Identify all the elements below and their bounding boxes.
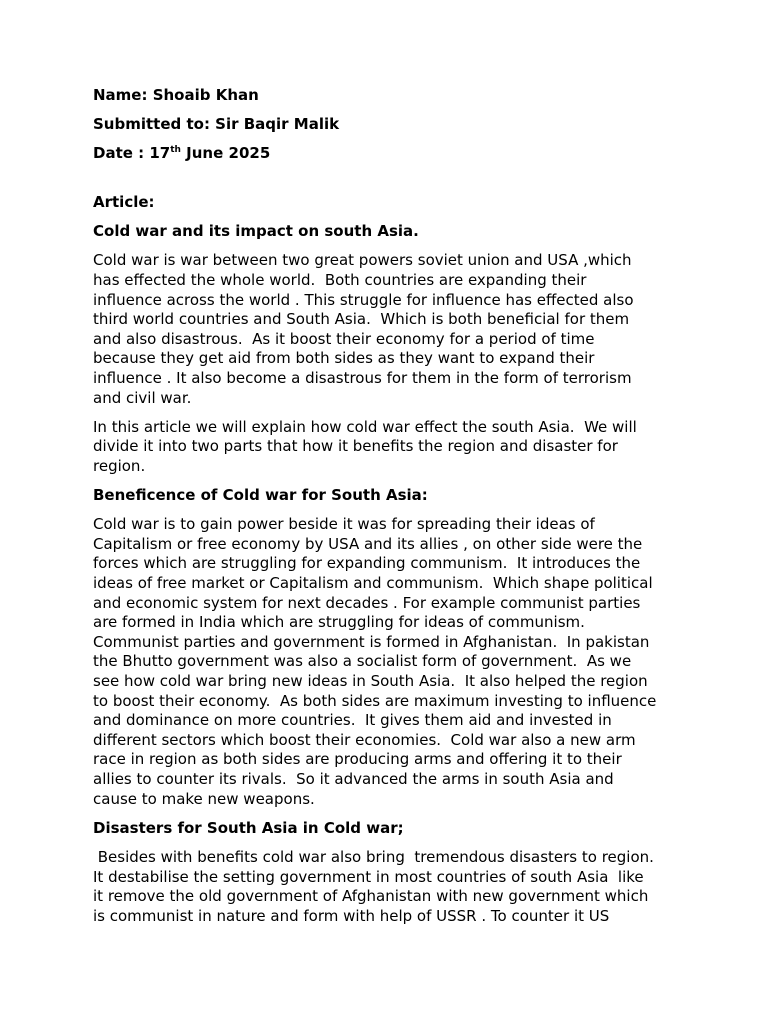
date-ordinal-suffix: th xyxy=(170,145,181,156)
text-line: is communist in nature and form with help of USSR . To counter it US xyxy=(93,906,610,925)
disasters-heading: Disasters for South Asia in Cold war; xyxy=(93,818,404,837)
text-line: race in region as both sides are producing arms and offering it to their xyxy=(93,750,622,769)
text-line: influence across the world . This struggle for influence has effected also xyxy=(93,290,634,309)
text-line: In this article we will explain how cold war effect the south Asia. We will xyxy=(93,417,637,436)
author-name-line: Name: Shoaib Khan xyxy=(93,86,259,104)
text-line: divide it into two parts that how it benefits the region and disaster for xyxy=(93,437,618,456)
benefits-paragraph xyxy=(93,515,683,809)
text-line: and dominance on more countries. It gives them aid and invested in xyxy=(93,711,612,730)
article-title: Cold war and its impact on south Asia. xyxy=(93,222,419,241)
intro-paragraph xyxy=(93,251,683,408)
article-label: Article: xyxy=(93,192,155,211)
text-line: and economic system for next decades . For example communist parties xyxy=(93,593,641,612)
document-page xyxy=(93,86,683,936)
text-line: Besides with benefits cold war also bring tremendous disasters to region. xyxy=(93,847,654,866)
text-line: to boost their economy. As both sides are maximum investing to influence xyxy=(93,691,657,710)
text-line: It destabilise the setting government in most countries of south Asia like xyxy=(93,867,644,886)
text-line: Cold war is war between two great powers soviet union and USA ,which xyxy=(93,251,632,270)
text-line: ideas of free market or Capitalism and communism. Which shape political xyxy=(93,574,653,593)
submitted-to-line: Submitted to: Sir Baqir Malik xyxy=(93,115,340,134)
date-suffix: June 2025 xyxy=(180,144,271,163)
date-line xyxy=(93,144,683,164)
text-line: and also disastrous. As it boost their economy for a period of time xyxy=(93,329,595,348)
date-prefix: Date : 17 xyxy=(93,144,171,163)
text-line: Cold war is to gain power beside it was for spreading their ideas of xyxy=(93,515,595,534)
text-line: has effected the whole world. Both countries are expanding their xyxy=(93,270,587,289)
text-line: it remove the old government of Afghanistan with new government which xyxy=(93,887,649,906)
text-line: the Bhutto government was also a socialist form of government. As we xyxy=(93,652,632,671)
text-line: are formed in India which are struggling for ideas of communism. xyxy=(93,613,585,632)
benefits-heading: Beneficence of Cold war for South Asia: xyxy=(93,486,428,505)
disasters-paragraph xyxy=(93,848,683,926)
text-line: forces which are struggling for expanding communism. It introduces the xyxy=(93,554,641,573)
text-line: third world countries and South Asia. Which is both beneficial for them xyxy=(93,310,630,329)
plan-paragraph xyxy=(93,418,683,477)
text-line: see how cold war bring new ideas in South Asia. It also helped the region xyxy=(93,672,648,690)
text-line: region. xyxy=(93,456,146,475)
text-line: and civil war. xyxy=(93,388,192,407)
text-line: cause to make new weapons. xyxy=(93,789,315,808)
text-line: allies to counter its rivals. So it advanced the arms in south Asia and xyxy=(93,769,614,788)
text-line: different sectors which boost their economies. Cold war also a new arm xyxy=(93,730,636,749)
text-line: influence . It also become a disastrous for them in the form of terrorism xyxy=(93,368,632,387)
text-line: Communist parties and government is formed in Afghanistan. In pakistan xyxy=(93,632,650,651)
text-line: Capitalism or free economy by USA and its allies , on other side were the xyxy=(93,534,643,553)
text-line: because they get aid from both sides as they want to expand their xyxy=(93,349,595,368)
